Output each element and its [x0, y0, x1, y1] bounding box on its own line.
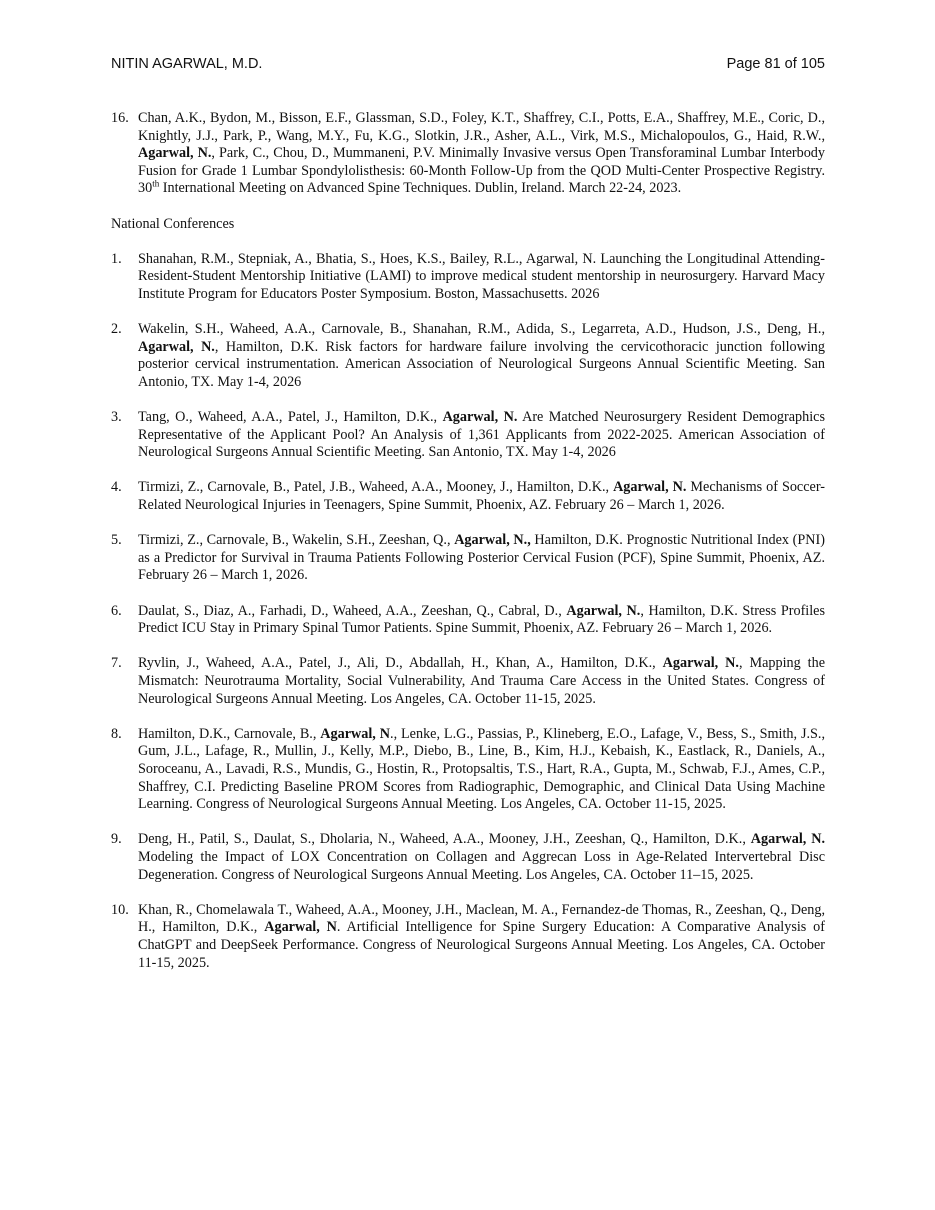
list-item	[111, 603, 825, 638]
item-number: 2.	[111, 321, 122, 338]
page-number: Page 81 of 105	[726, 56, 825, 72]
item-number: 8.	[111, 725, 122, 742]
list-item	[111, 655, 825, 708]
item-text: Tang, O., Waheed, A.A., Patel, J., Hamilton, D.K., Agarwal, N. Are Matched Neurosurgery Resident Demographics Representative of the Applicant Pool? An Analysis of 1,361 Applicants from 2022-2025. American Association of Neurological Surgeons Annual Scientific Meeting. San Antonio, TX. May 1-4, 2026	[138, 409, 825, 461]
list-item	[111, 110, 825, 198]
list-item	[111, 726, 825, 814]
author-name: NITIN AGARWAL, M.D.	[111, 56, 263, 72]
list-item	[111, 831, 825, 884]
page-header	[111, 56, 825, 72]
item-text: Wakelin, S.H., Waheed, A.A., Carnovale, B., Shanahan, R.M., Adida, S., Legarreta, A.D., Hudson, J.S., Deng, H., Agarwal, N., Hamilton, D.K. Risk factors for hardware failure involving the cervicothoracic junction following posterior cervical instrumentation. American Association of Neurological Surgeons Annual Scientific Meeting. San Antonio, TX. May 1-4, 2026	[138, 321, 825, 390]
item-text: Deng, H., Patil, S., Daulat, S., Dholaria, N., Waheed, A.A., Mooney, J.H., Zeeshan, Q., Hamilton, D.K., Agarwal, N. Modeling the Impact of LOX Concentration on Collagen and Aggrecan Loss in Age-Related Intervertebral Disc Degeneration. Congress of Neurological Surgeons Annual Meeting. Los Angeles, CA. October 11–15, 2025.	[138, 831, 825, 883]
item-number: 10.	[111, 901, 129, 918]
document-body	[111, 110, 825, 990]
list-item	[111, 479, 825, 514]
item-text: Hamilton, D.K., Carnovale, B., Agarwal, N., Lenke, L.G., Passias, P., Klineberg, E.O., Lafage, V., Bess, S., Smith, J.S., Gum, J.L., Lafage, R., Mullin, J., Kelly, M.P., Diebo, B., Line, B., Kim, H.J., Kebaish, K., Eastlack, R., Daniels, A., Soroceanu, A., Lavadi, R.S., Mundis, G., Hostin, R., Protopsaltis, T.S., Hart, R.A., Gupta, M., Schwab, F.J., Ames, C.P., Shaffrey, C.I. Predicting Baseline PROM Scores from Radiographic, Demographic, and Clinical Data Using Machine Learning. Congress of Neurological Surgeons Annual Meeting. Los Angeles, CA. October 11-15, 2025.	[138, 725, 826, 813]
item-number: 4.	[111, 479, 122, 496]
list-item	[111, 251, 825, 304]
item-number: 1.	[111, 250, 122, 267]
list-item	[111, 321, 825, 391]
item-text: Chan, A.K., Bydon, M., Bisson, E.F., Glassman, S.D., Foley, K.T., Shaffrey, C.I., Potts, E.A., Shaffrey, M.E., Coric, D., Knightly, J.J., Park, P., Wang, M.Y., Fu, K.G., Slotkin, J.R., Asher, A.L., Virk, M.S., Michalopoulos, G., Haid, R.W., Agarwal, N., Park, C., Chou, D., Mummaneni, P.V. Minimally Invasive versus Open Transforaminal Lumbar Interbody Fusion for Grade 1 Lumbar Spondylolisthesis: 60-Month Follow-Up from the QOD Multi-Center Prospective Registry. 30th International Meeting on Advanced Spine Techniques. Dublin, Ireland. March 22-24, 2023.	[138, 110, 825, 197]
item-number: 6.	[111, 602, 122, 619]
item-number: 5.	[111, 532, 122, 549]
list-item	[111, 409, 825, 462]
section-heading: National Conferences	[111, 215, 235, 232]
item-text: Tirmizi, Z., Carnovale, B., Patel, J.B., Waheed, A.A., Mooney, J., Hamilton, D.K., Agarwal, N. Mechanisms of Soccer-Related Neurological Injuries in Teenagers, Spine Summit, Phoenix, AZ. February 26 – March 1, 2026.	[138, 479, 825, 514]
item-number: 7.	[111, 655, 122, 672]
item-number: 16.	[111, 110, 129, 126]
item-number: 3.	[111, 409, 122, 426]
list-item	[111, 902, 825, 972]
item-text: Tirmizi, Z., Carnovale, B., Wakelin, S.H., Zeeshan, Q., Agarwal, N., Hamilton, D.K. Prognostic Nutritional Index (PNI) as a Predictor for Survival in Trauma Patients Following Posterior Cervical Fusion (PCF), Spine Summit, Phoenix, AZ. February 26 – March 1, 2026.	[138, 532, 825, 584]
list-item	[111, 532, 825, 585]
item-number: 9.	[111, 831, 122, 848]
item-text: Daulat, S., Diaz, A., Farhadi, D., Waheed, A.A., Zeeshan, Q., Cabral, D., Agarwal, N., Hamilton, D.K. Stress Profiles Predict ICU Stay in Primary Spinal Tumor Patients. Spine Summit, Phoenix, AZ. February 26 – March 1, 2026.	[138, 602, 825, 637]
item-text: Ryvlin, J., Waheed, A.A., Patel, J., Ali, D., Abdallah, H., Khan, A., Hamilton, D.K., Agarwal, N., Mapping the Mismatch: Neurotrauma Mortality, Social Vulnerability, And Trauma Care Access in the United States. Congress of Neurological Surgeons Annual Meeting. Los Angeles, CA. October 11-15, 2025.	[138, 655, 826, 707]
item-text: Shanahan, R.M., Stepniak, A., Bhatia, S., Hoes, K.S., Bailey, R.L., Agarwal, N. Launching the Longitudinal Attending-Resident-Student Mentorship Initiative (LAMI) to improve medical student mentorship in neurosurgery. Harvard Macy Institute Program for Educators Poster Symposium. Boston, Massachusetts. 2026	[138, 250, 825, 302]
item-text: Khan, R., Chomelawala T., Waheed, A.A., Mooney, J.H., Maclean, M. A., Fernandez-de Thomas, R., Zeeshan, Q., Deng, H., Hamilton, D.K., Agarwal, N. Artificial Intelligence for Spine Surgery Education: A Comparative Analysis of ChatGPT and DeepSeek Performance. Congress of Neurological Surgeons Annual Meeting. Los Angeles, CA. October 11-15, 2025.	[138, 901, 825, 971]
national-conferences-list	[111, 251, 825, 972]
